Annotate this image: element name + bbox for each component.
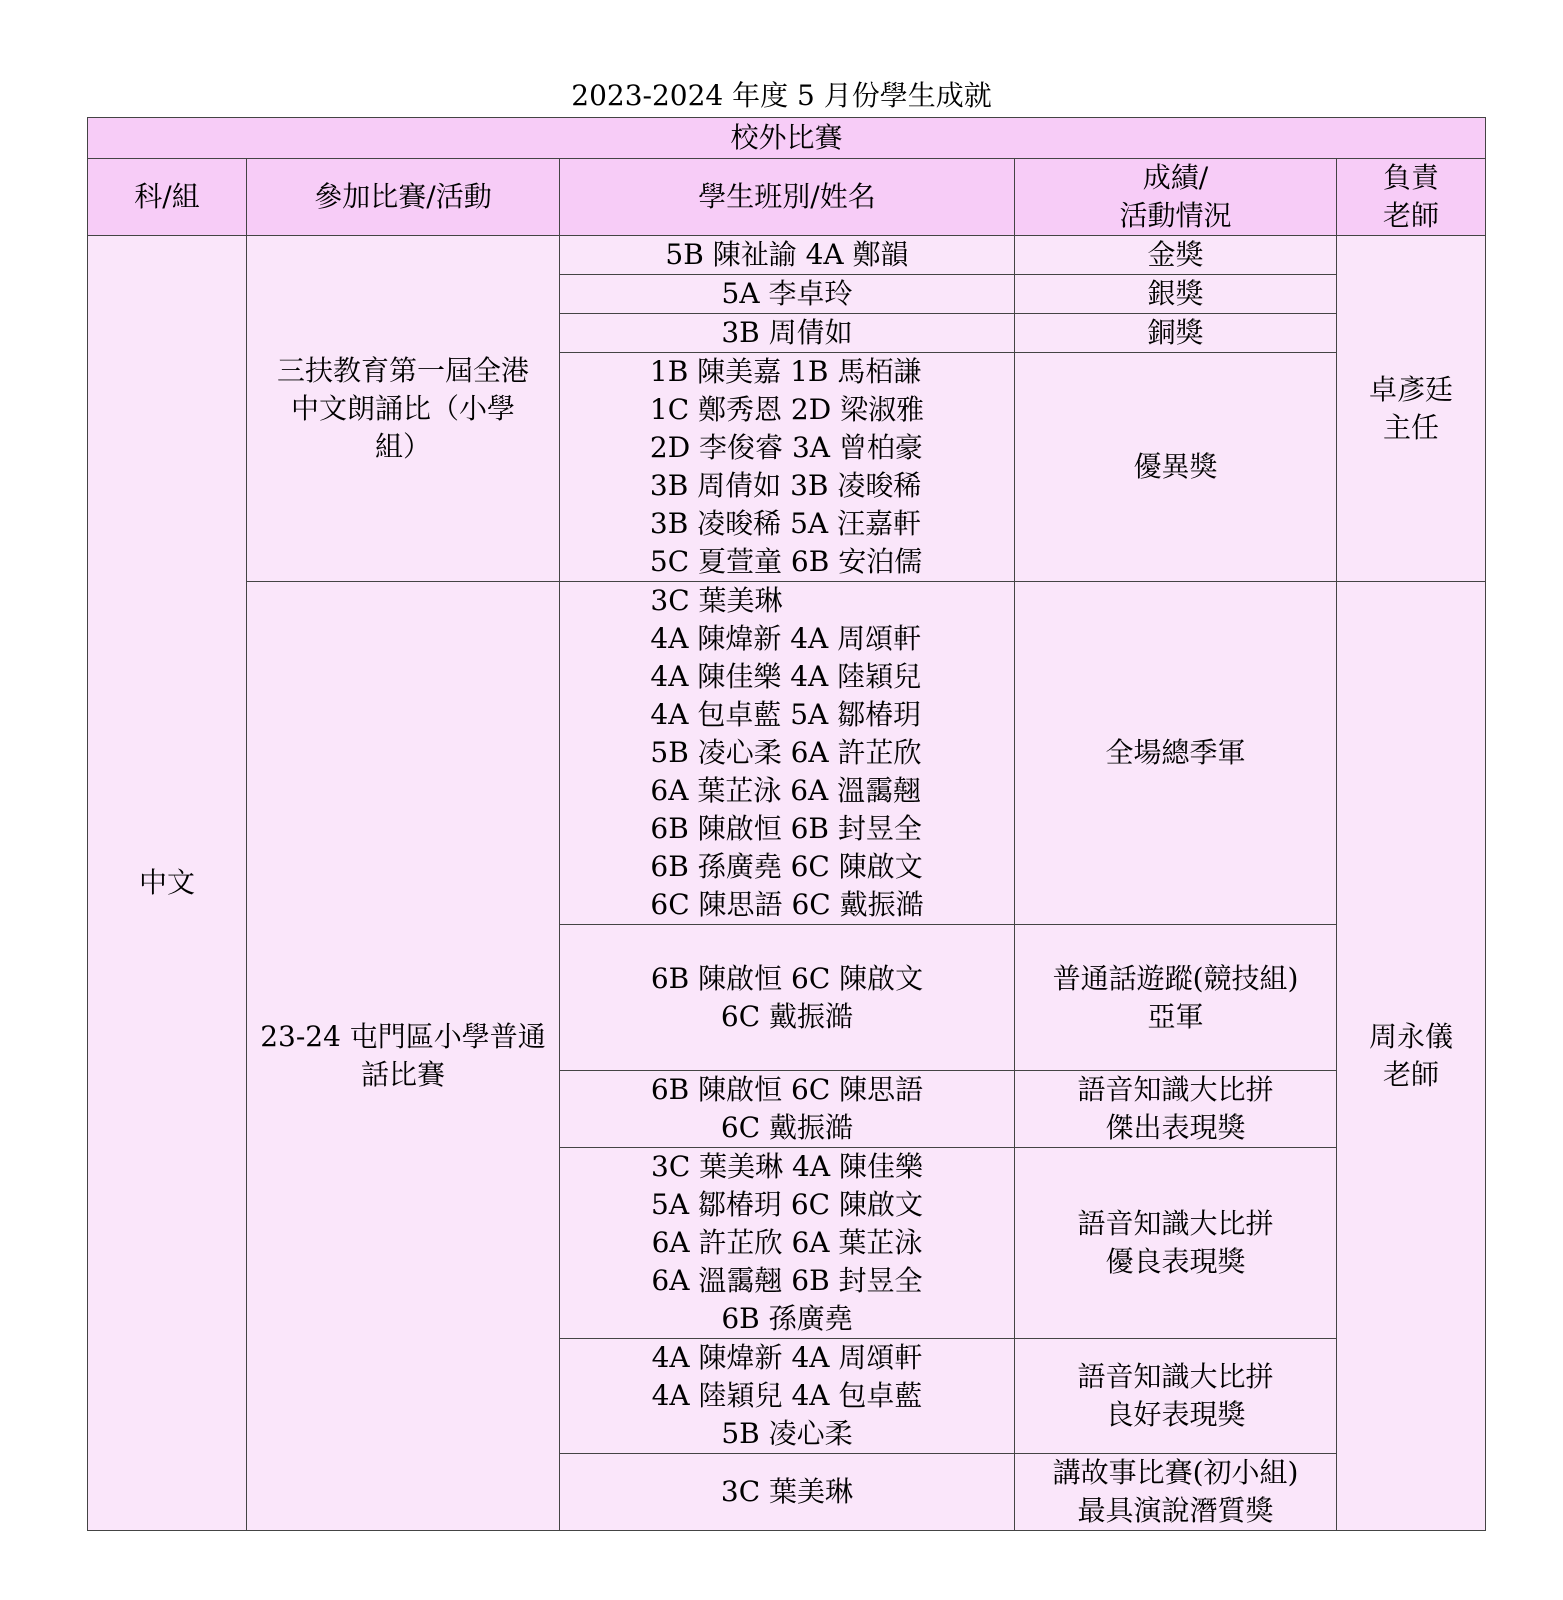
competition-name: 三扶教育第一屆全港 中文朗誦比（小學 組） [247, 236, 560, 582]
header-teacher: 負責 老師 [1337, 159, 1486, 236]
header-students: 學生班別/姓名 [560, 159, 1015, 236]
table-row [88, 582, 1486, 925]
result-cell: 優異獎 [1015, 353, 1337, 582]
document-title: 2023-2024 年度 5 月份學生成就 [571, 79, 992, 112]
students-cell: 6B 陳啟恒 6C 陳啟文 6C 戴振澔 [560, 925, 1015, 1071]
section-title: 校外比賽 [88, 118, 1486, 159]
teacher-cell: 周永儀 老師 [1337, 582, 1486, 1531]
subject-cell: 中文 [88, 236, 247, 1531]
result-cell: 語音知識大比拼 優良表現獎 [1015, 1148, 1337, 1339]
table-row [88, 236, 1486, 275]
column-header-row [88, 159, 1486, 236]
students-cell: 3C 葉美琳 [560, 1454, 1015, 1531]
result-cell: 銅獎 [1015, 314, 1337, 353]
header-result: 成績/ 活動情況 [1015, 159, 1337, 236]
result-cell: 銀獎 [1015, 275, 1337, 314]
students-cell: 3B 周倩如 [560, 314, 1015, 353]
teacher-cell: 卓彥廷 主任 [1337, 236, 1486, 582]
result-cell: 語音知識大比拼 傑出表現獎 [1015, 1071, 1337, 1148]
section-header-row [88, 118, 1486, 159]
result-cell: 講故事比賽(初小組) 最具演說潛質獎 [1015, 1454, 1337, 1531]
students-cell: 5A 李卓玲 [560, 275, 1015, 314]
achievements-table [87, 117, 1486, 1531]
competition-name: 23-24 屯門區小學普通 話比賽 [247, 582, 560, 1531]
header-competition: 參加比賽/活動 [247, 159, 560, 236]
students-cell: 3C 葉美琳 4A 陳煒新 4A 周頌軒 4A 陳佳樂 4A 陸穎兒 4A 包卓藍 5A 鄒椿玥 5B 凌心柔 6A 許芷欣 6A 葉芷泳 6A 溫靄翹 6B 陳啟恒 6B 封昱全 6B 孫廣堯 6C 陳啟文 6C 陳思語 6C 戴振澔 [650, 584, 924, 921]
students-cell: 6B 陳啟恒 6C 陳思語 6C 戴振澔 [560, 1071, 1015, 1148]
students-cell: 1B 陳美嘉 1B 馬栢謙 1C 鄭秀恩 2D 梁淑雅 2D 李俊睿 3A 曾柏豪 3B 周倩如 3B 凌晙稀 3B 凌晙稀 5A 汪嘉軒 5C 夏萱童 6B 安泊儒 [649, 355, 925, 578]
header-subject: 科/組 [88, 159, 247, 236]
result-cell: 金獎 [1015, 236, 1337, 275]
students-cell: 4A 陳煒新 4A 周頌軒 4A 陸穎兒 4A 包卓藍 5B 凌心柔 [560, 1339, 1015, 1454]
result-cell: 普通話遊蹤(競技組) 亞軍 [1015, 925, 1337, 1071]
result-cell: 全場總季軍 [1015, 582, 1337, 925]
students-cell: 5B 陳祉諭 4A 鄭韻 [560, 236, 1015, 275]
result-cell: 語音知識大比拼 良好表現獎 [1015, 1339, 1337, 1454]
students-cell: 3C 葉美琳 4A 陳佳樂 5A 鄒椿玥 6C 陳啟文 6A 許芷欣 6A 葉芷泳 6A 溫靄翹 6B 封昱全 6B 孫廣堯 [560, 1148, 1015, 1339]
